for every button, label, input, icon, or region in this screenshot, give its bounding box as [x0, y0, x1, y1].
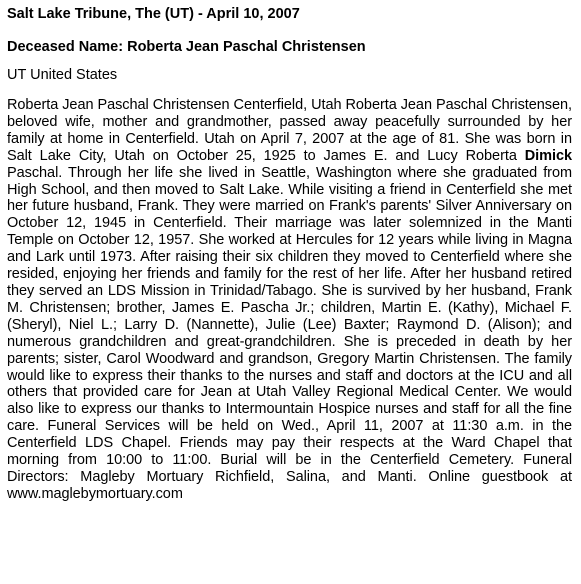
obituary-text-part-1: Roberta Jean Paschal Christensen Centerfield, Utah Roberta Jean Paschal Christensen, beloved wife, mother and grandmother, passed away peacefully surrounded by her family at home in Centerfield. Utah on April 7, 2007 at the age of 81. She was born in Salt Lake City, Utah on October 25, 1925 to James E. and Lucy Roberta	[7, 97, 572, 164]
highlighted-surname: Dimick	[524, 147, 572, 164]
source-title: Salt Lake Tribune, The (UT) - April 10, 2007	[7, 6, 300, 22]
location: UT United States	[7, 67, 118, 83]
obituary-text-part-2: Paschal. Through her life she lived in Seattle, Washington where she graduated from High School, and then moved to Salt Lake. While visiting a friend in Centerfield she met her future husband, Frank. They were married on Frank's parents' Silver Anniversary on October 12, 1945 in Centerfield. Their marriage was later solemnized in the Manti Temple on October 12, 1957. She worked at Hercules for 12 years while living in Magna and Lark until 1973. After raising their six children they moved to Centerfield where she resided, enjoying her friends and family for the rest of her life. After her husband retired they served an LDS Mission in Trinidad/Tabago. She is survived by her husband, Frank M. Christensen; brother, James E. Pascha Jr.; children, Martin E. (Kathy), Michael F. (Sheryl), Niel L.; Larry D. (Nannette), Julie (Lee) Baxter; Raymond D. (Alison); and numerous grandchildren and great-grandchildren. She is preceded in death by her parents; sister, Carol Woodward and grandson, Gregory Martin Christensen. The family would like to express their thanks to the nurses and staff and doctors at the ICU and all others that provided care for Jean at Utah Valley Regional Medical Center. We would also like to express our thanks to Intermountain Hospice nurses and staff for all the fine care. Funeral Services will be held on Wed., April 11, 2007 at 11:30 a.m. in the Centerfield LDS Chapel. Friends may pay their respects at the Ward Chapel that morning from 10:00 to 11:00. Burial will be in the Centerfield Cemetery. Funeral Directors: Magleby Mortuary Richfield, Salina, and Manti. Online guestbook at www.maglebymortuary.com	[7, 164, 572, 502]
deceased-name: Deceased Name: Roberta Jean Paschal Christensen	[7, 39, 366, 55]
obituary-text	[7, 97, 572, 503]
